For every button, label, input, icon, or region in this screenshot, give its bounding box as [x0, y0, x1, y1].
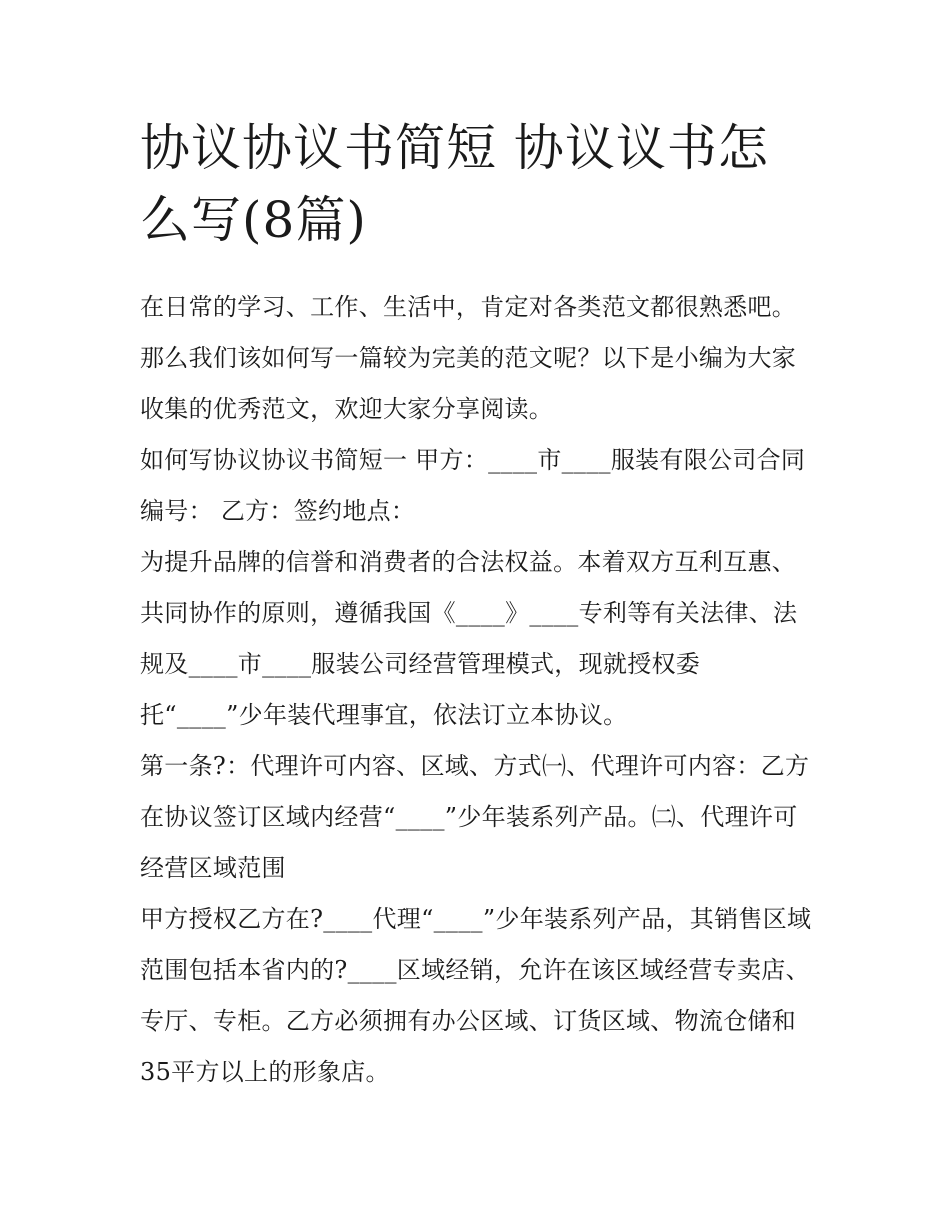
document-title: 协议协议书简短 协议议书怎么写(8篇): [140, 119, 769, 249]
article-one-paragraph: 第一条?：代理许可内容、区域、方式㈠、代理许可内容：乙方在协议签订区域内经营“____”少年装系列产品。㈡、代理许可经营区域范围: [140, 752, 810, 882]
contract-header-paragraph: 如何写协议协议书简短一 甲方：____市____服装有限公司合同编号： 乙方：签约地点：: [140, 446, 806, 525]
authorization-paragraph: 甲方授权乙方在?____代理“____”少年装系列产品，其销售区域范围包括本省内的?____区域经销，允许在该区域经营专卖店、专厅、专柜。乙方必须拥有办公区域、订货区域、物流仓储和35平方以上的形象店。: [140, 905, 812, 1086]
intro-paragraph: 在日常的学习、工作、生活中，肯定对各类范文都很熟悉吧。那么我们该如何写一篇较为完美的范文呢？以下是小编为大家收集的优秀范文，欢迎大家分享阅读。: [140, 293, 797, 423]
document-page: [140, 112, 812, 1098]
preamble-paragraph: 为提升品牌的信誉和消费者的合法权益。本着双方互利互惠、共同协作的原则，遵循我国《____》____专利等有关法律、法规及____市____服装公司经营管理模式，现就授权委托“____”少年装代理事宜，依法订立本协议。: [140, 548, 798, 729]
